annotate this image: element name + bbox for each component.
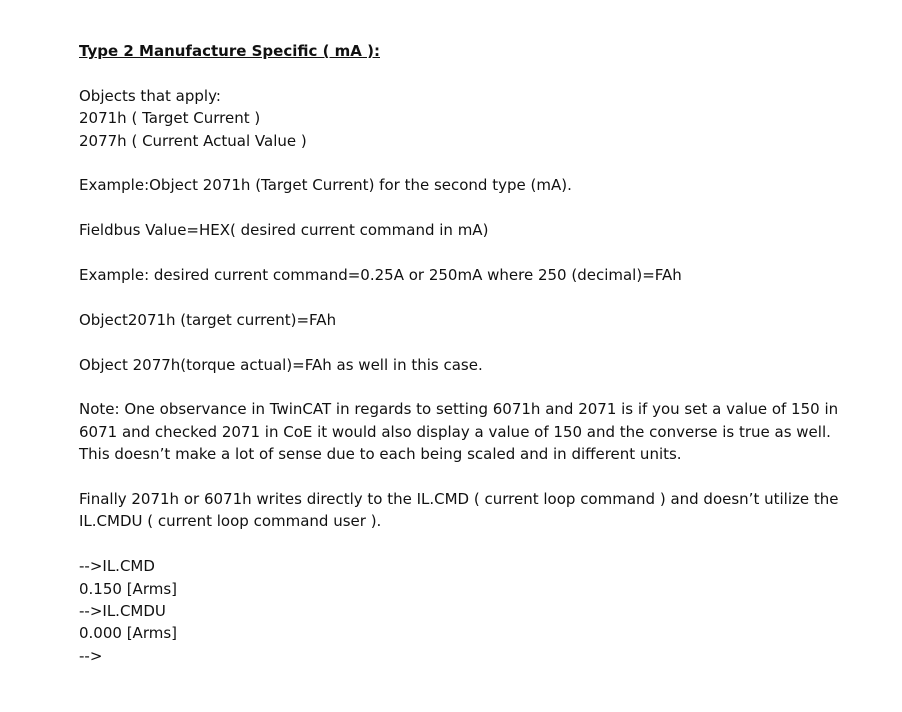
spacer (79, 466, 869, 488)
spacer (79, 242, 869, 264)
fieldbus-value-line: Fieldbus Value=HEX( desired current command in mA) (79, 221, 489, 240)
objects-intro: Objects that apply: (79, 86, 221, 105)
document-page (79, 40, 869, 667)
object2071-value-line: Object2071h (target current)=FAh (79, 310, 337, 329)
note-paragraph: Note: One observance in TwinCAT in regards to setting 6071h and 2071 is if you set a value of 150 in 6071 and checked 2071 in CoE it would also display a value of 150 and the converse is true as well. This doesn’t make a lot of sense due to each being scaled and in different units. (79, 400, 839, 464)
terminal-line-2: 0.150 [Arms] (79, 579, 178, 598)
object-2071-line: 2071h ( Target Current ) (79, 109, 261, 128)
object-2077-line: 2077h ( Current Actual Value ) (79, 131, 307, 150)
finally-paragraph: Finally 2071h or 6071h writes directly to the IL.CMD ( current loop command ) and doesn’t utilize the IL.CMDU ( current loop command user ). (79, 490, 839, 531)
terminal-line-5: --> (79, 646, 103, 665)
spacer (79, 376, 869, 398)
spacer (79, 152, 869, 174)
spacer (79, 62, 869, 84)
terminal-line-4: 0.000 [Arms] (79, 624, 178, 643)
terminal-line-1: -->IL.CMD (79, 557, 155, 576)
spacer (79, 533, 869, 555)
example-object-line: Example:Object 2071h (Target Current) for the second type (mA). (79, 176, 572, 195)
spacer (79, 286, 869, 308)
terminal-line-3: -->IL.CMDU (79, 602, 166, 621)
object2077-value-line: Object 2077h(torque actual)=FAh as well in this case. (79, 355, 483, 374)
section-heading: Type 2 Manufacture Specific ( mA ): (79, 42, 380, 60)
spacer (79, 197, 869, 219)
example-command-line: Example: desired current command=0.25A or 250mA where 250 (decimal)=FAh (79, 266, 682, 284)
spacer (79, 331, 869, 353)
